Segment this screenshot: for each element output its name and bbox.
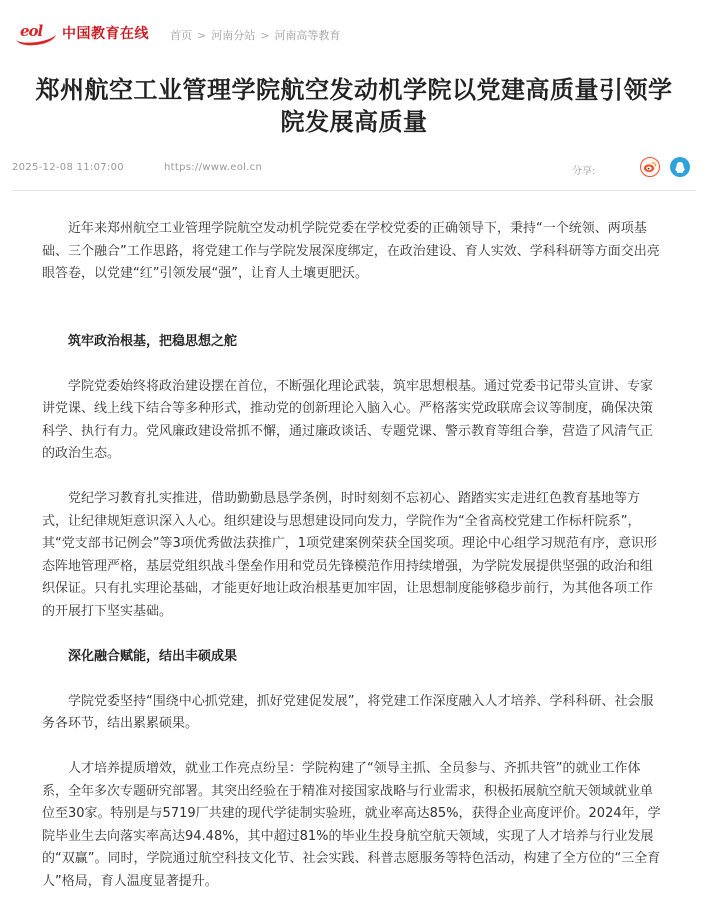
paragraph-integration: 学院党委坚持“围绕中心抓党建，抓好党建促发展”，将党建工作深度融入人才培养、学科科研、社会服务各环节，结出累累硕果。 [42,693,654,731]
site-name: 中国教育在线 [62,26,149,42]
breadcrumb-home[interactable]: 首页 [170,29,192,42]
share-weibo-button[interactable] [640,157,660,177]
article-meta [12,162,696,178]
source-url: https://www.eol.cn [164,162,263,173]
article-title [12,74,696,138]
paragraph-talent-employment: 人才培养提质增效，就业工作亮点纷呈：学院构建了“领导主抓、全员参与、齐抓共管”的就业工作体系，全年多次专题研究部署。其突出经验在于精准对接国家战略与行业需求，积极拓展航空航天领域就业单位至30家。特别是与5719厂共建的现代学徒制实验班，就业率高达85%，获得企业高度评价。2024年，学院毕业生去向落实率高达94.48%，其中超过81%的毕业生投身航空航天领域，实现了人才培养与行业发展的“双赢”。同时，学院通过航空科技文化节、社会实践、科普志愿服务等特色活动，构建了全方位的“三全育人”格局，育人温度显著提升。 [42,761,661,889]
site-header [0,0,708,62]
share-label: 分享: [572,166,596,177]
meta-divider [12,190,696,191]
article-body [42,218,664,893]
paragraph-discipline-education: 党纪学习教育扎实推进，借助勤勤恳恳学条例，时时刻刻不忘初心、踏踏实实走进红色教育基地等方式，让纪律规矩意识深入人心。组织建设与思想建设同向发力，学院作为“全省高校党建工作标杆院系”，其“党支部书记例会”等3项优秀做法获推广，1项党建案例荣获全国奖项。理论中心组学习规范有序，意识形态阵地管理严格，基层党组织战斗堡垒作用和党员先锋模范作用持续增强，为学院发展提供坚强的政治和组织保证。只有扎实理论基础，才能更好地让政治根基更加牢固，让思想制度能够稳步前行，为其他各项工作的开展打下坚实基础。 [42,491,658,619]
article-title-line-2: 院发展高质量 [280,108,428,136]
paragraph-intro: 近年来郑州航空工业管理学院航空发动机学院党委在学校党委的正确领导下，秉持“一个统领、两项基础、三个融合”工作思路，将党建工作与学院发展深度绑定，在政治建设、育人实效、学科科研等方面交出亮眼答卷，以党建“红”引领发展“强”，让育人土壤更肥沃。 [42,221,660,281]
eol-logo-icon: eol [16,22,58,44]
section-heading-integration: 深化融合赋能，结出丰硕成果 [68,648,238,664]
article-title-line-1: 郑州航空工业管理学院航空发动机学院以党建高质量引领学 [35,76,673,104]
breadcrumb-separator: > [260,28,270,42]
breadcrumb-henan-higher-ed[interactable]: 河南高等教育 [274,29,341,42]
breadcrumb-henan[interactable]: 河南分站 [211,29,256,42]
site-logo[interactable] [16,22,149,44]
section-heading-political: 筑牢政治根基，把稳思想之舵 [68,333,238,349]
share-qq-button[interactable] [670,157,690,177]
qq-icon [674,161,686,174]
weibo-icon [643,161,657,173]
breadcrumb-separator: > [197,28,207,42]
publish-date: 2025-12-08 11:07:00 [12,162,124,173]
paragraph-political-building: 学院党委始终将政治建设摆在首位，不断强化理论武装，筑牢思想根基。通过党委书记带头宣讲、专家讲党课、线上线下结合等多种形式，推动党的创新理论入脑入心。严格落实党政联席会议等制度，确保决策科学、执行有力。党风廉政建设常抓不懈，通过廉政谈话、专题党课、警示教育等组合拳，营造了风清气正的政治生态。 [42,378,654,461]
breadcrumb [170,27,340,43]
